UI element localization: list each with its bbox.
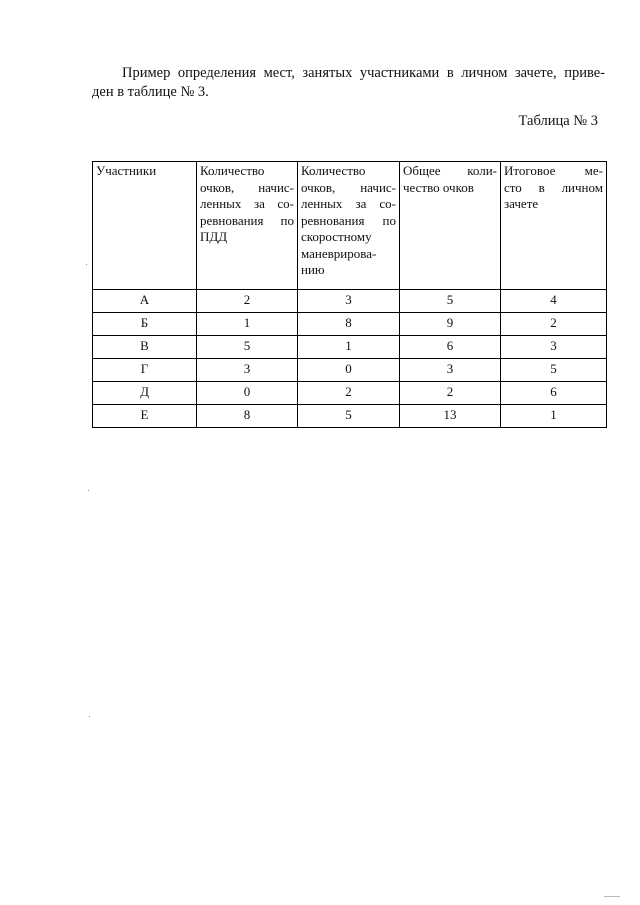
header-participants [93,162,197,290]
final-place-cell: 2 [501,313,607,336]
participant-cell: Г [93,359,197,382]
header-line: Участники [96,163,157,178]
scan-speck [88,490,89,491]
header-line: ревнования по [301,212,396,228]
header-line: ленных за со- [200,196,294,211]
header-line: ПДД [200,229,228,244]
header-line: ленных за со- [301,196,396,211]
total-points-cell: 5 [400,290,501,313]
header-line: маневрирова- [301,245,377,261]
final-place-cell: 3 [501,336,607,359]
participant-cell: Д [93,382,197,405]
participant-cell: Б [93,313,197,336]
final-place-cell: 5 [501,359,607,382]
table-row [93,336,607,359]
header-line: Количество [200,163,265,178]
header-final-place [501,162,607,290]
participant-cell: А [93,290,197,313]
scan-mark [604,896,620,897]
intro-paragraph [92,64,605,102]
pdd-points-cell: 2 [197,290,298,313]
total-points-cell: 9 [400,313,501,336]
maneuver-points-cell: 1 [298,336,400,359]
table-row [93,405,607,428]
total-points-cell: 13 [400,405,501,428]
pdd-points-cell: 0 [197,382,298,405]
maneuver-points-cell: 8 [298,313,400,336]
total-points-cell: 3 [400,359,501,382]
table-row [93,359,607,382]
participant-cell: Е [93,405,197,428]
header-points-maneuvering [298,162,400,290]
table-row [93,313,607,336]
header-line: нию [301,262,325,277]
header-line: Количество [301,163,366,178]
header-line: очков, начис- [200,179,294,195]
pdd-points-cell: 3 [197,359,298,382]
header-points-pdd [197,162,298,290]
table-row [93,382,607,405]
pdd-points-cell: 5 [197,336,298,359]
final-place-cell: 6 [501,382,607,405]
maneuver-points-cell: 2 [298,382,400,405]
header-line: чество очков [403,179,474,195]
maneuver-points-cell: 3 [298,290,400,313]
header-total-points [400,162,501,290]
header-line: сто в личном [504,179,603,195]
header-line: зачете [504,196,539,211]
final-place-cell: 4 [501,290,607,313]
header-line: Общее коли- [403,163,497,178]
results-table [92,161,607,428]
scan-speck [89,716,90,717]
maneuver-points-cell: 5 [298,405,400,428]
header-line: очков, начис- [301,179,396,195]
intro-line-1: Пример определения мест, занятых участниками в личном зачете, приве- [122,65,605,81]
header-line: ревнования по [200,212,294,228]
scan-speck [86,264,87,265]
final-place-cell: 1 [501,405,607,428]
maneuver-points-cell: 0 [298,359,400,382]
participant-cell: В [93,336,197,359]
intro-line-2: ден в таблице № 3. [92,84,209,100]
total-points-cell: 6 [400,336,501,359]
table-caption: Таблица № 3 [518,113,598,129]
header-line: скоростному [301,229,372,244]
table-header-row [93,162,607,290]
total-points-cell: 2 [400,382,501,405]
pdd-points-cell: 8 [197,405,298,428]
pdd-points-cell: 1 [197,313,298,336]
table-row [93,290,607,313]
header-line: Итоговое ме- [504,163,603,178]
